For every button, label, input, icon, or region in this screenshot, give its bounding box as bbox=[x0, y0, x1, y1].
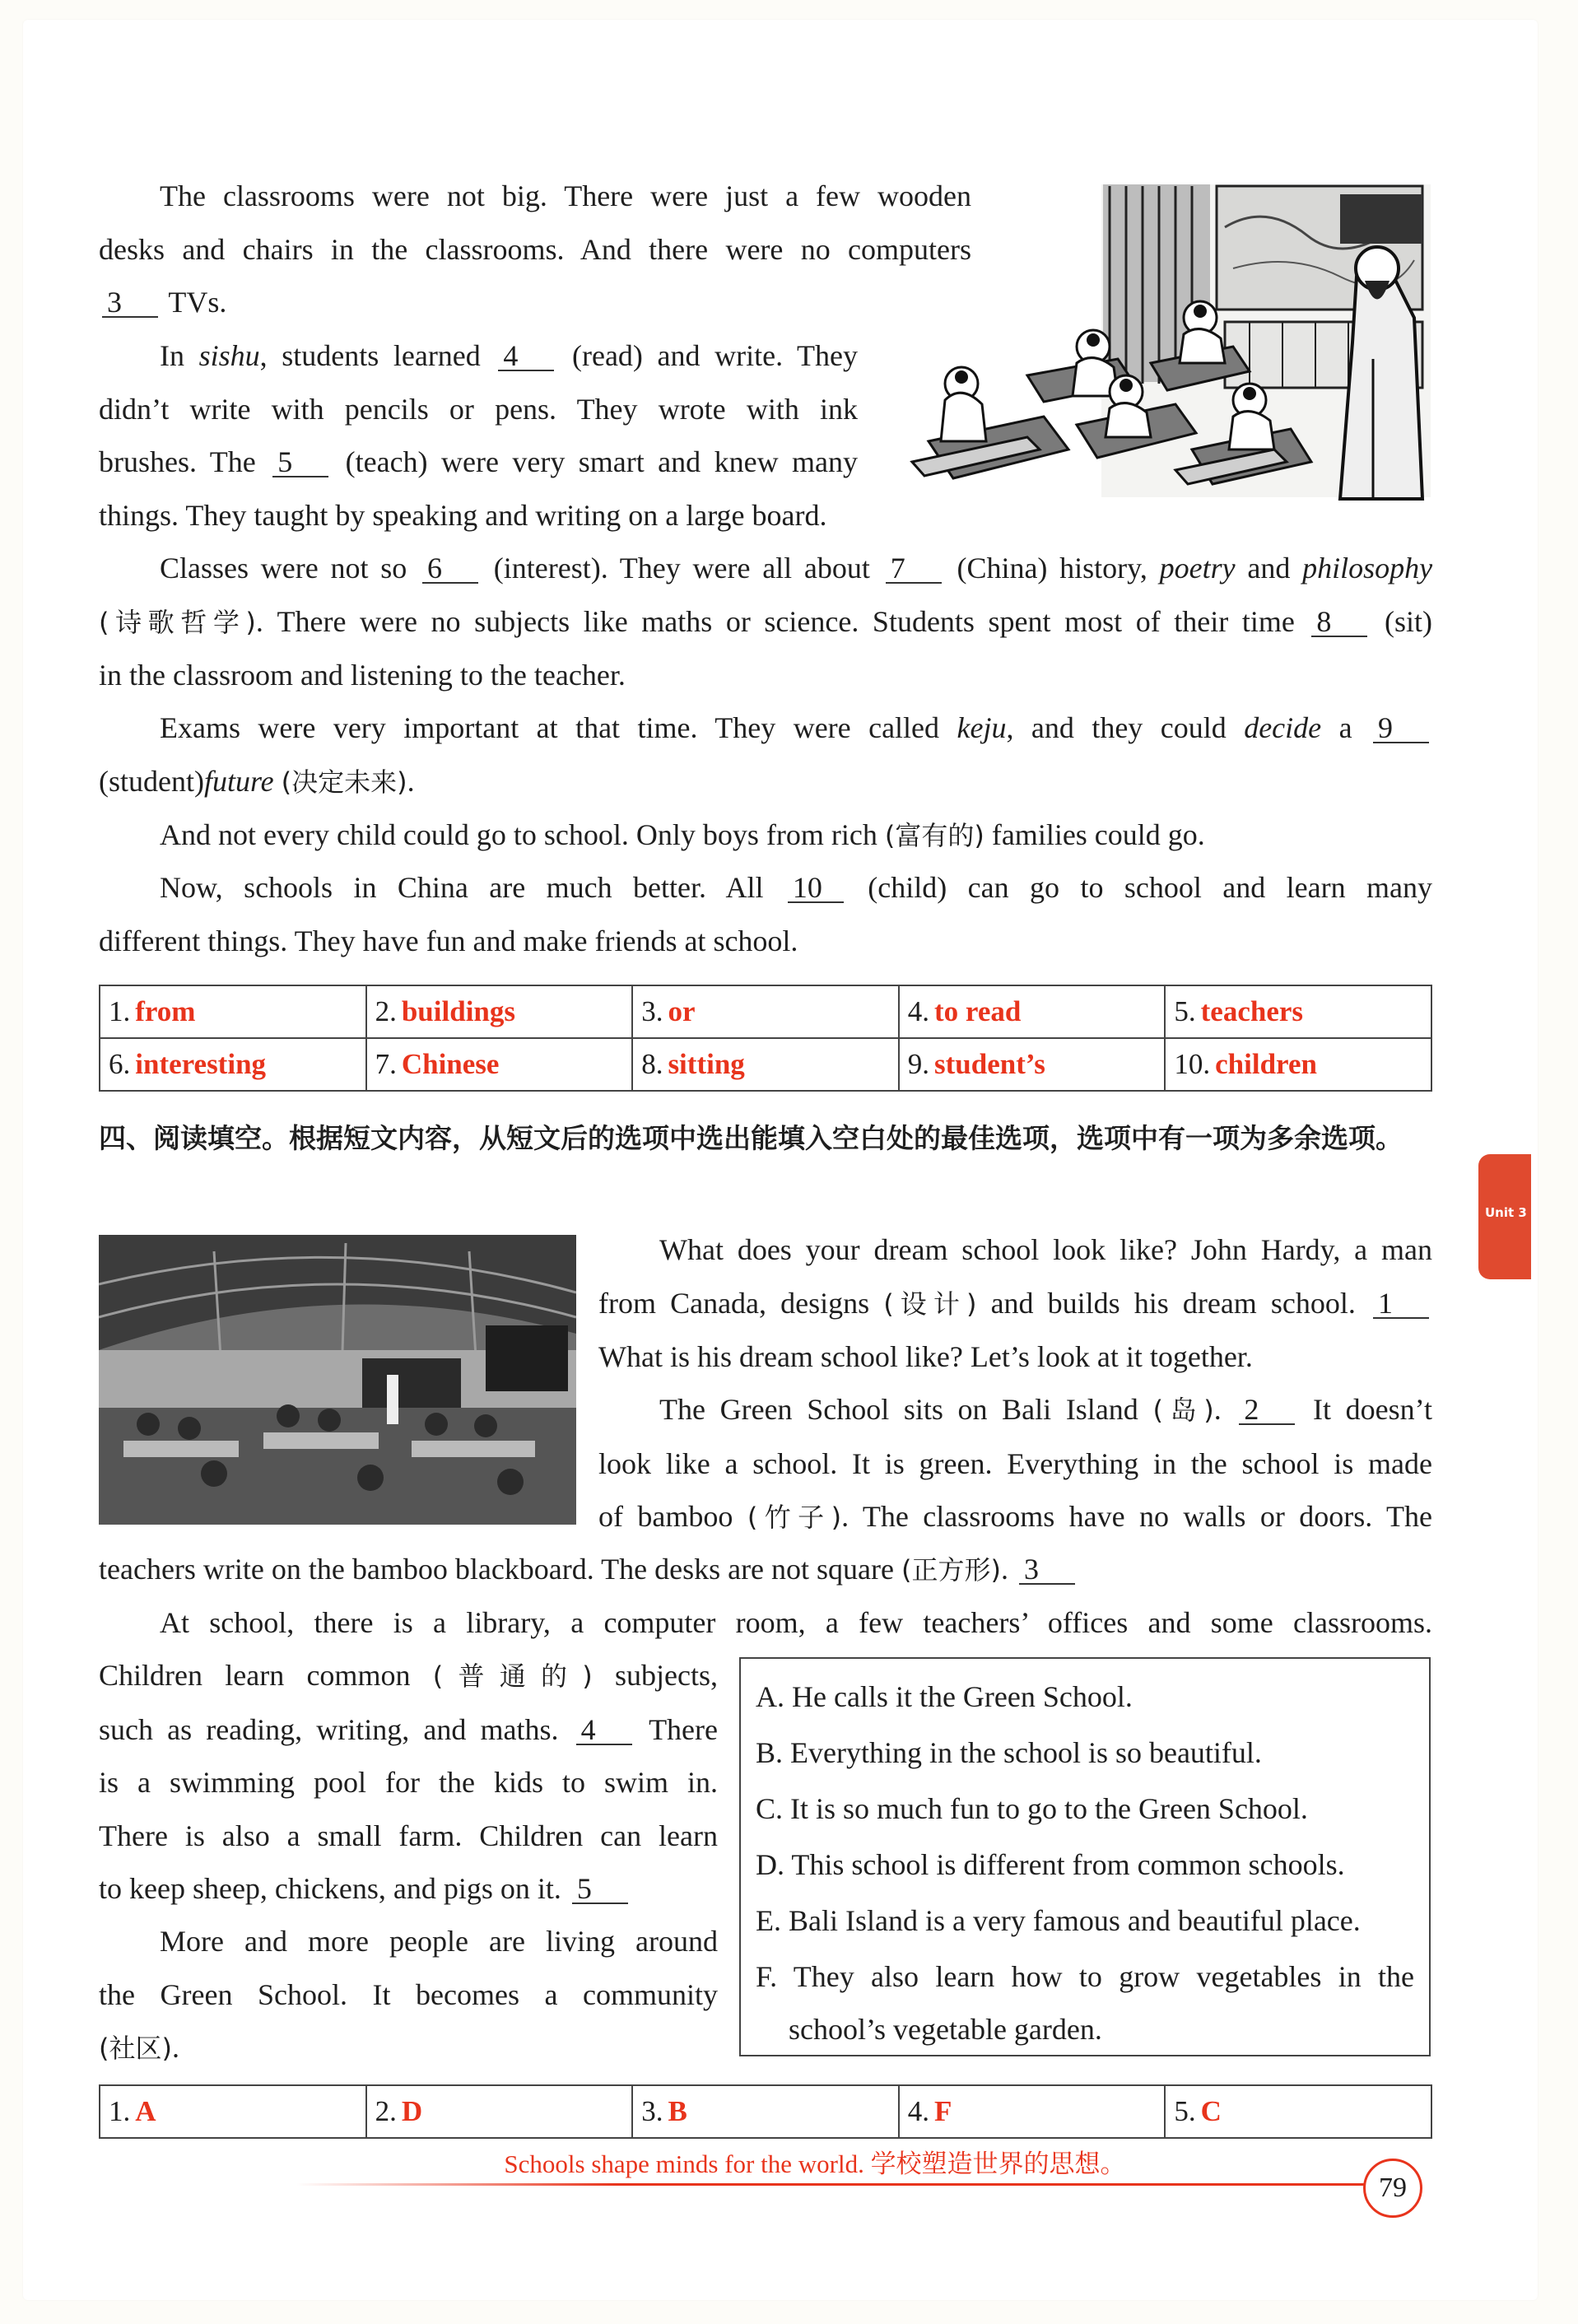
option-e[interactable]: E. Bali Island is a very famous and beautiful place. bbox=[756, 1904, 1361, 1937]
sishu-classroom-illustration bbox=[879, 178, 1432, 515]
passage4-para1: What does your dream school look like? John Hardy, a man from Canada, designs (设计) and builds his dream school. 1 What is his dream school like? Let’s look at it together. bbox=[598, 1233, 1432, 1373]
blank-4-2[interactable]: 2 bbox=[1239, 1395, 1295, 1425]
answer-cell: 6. interesting bbox=[100, 1038, 366, 1091]
answer-cell: 1. A bbox=[100, 2085, 366, 2138]
option-a[interactable]: A. He calls it the Green School. bbox=[756, 1680, 1133, 1713]
green-school-photo bbox=[99, 1235, 576, 1525]
answer-cell: 2. D bbox=[366, 2085, 633, 2138]
answer-row bbox=[100, 1038, 1431, 1091]
passage4-para2: The Green School sits on Bali Island (岛). 2 It doesn’t look like a school. It is green. Everything in the school is made of bamboo (竹子). The classrooms have no walls or doors. The bbox=[598, 1393, 1432, 1533]
passage3-para6: Now, schools in China are much better. All 10 (child) can go to school and learn many different things. They have fun and make friends at school. bbox=[99, 871, 1433, 957]
answer-cell: 8. sitting bbox=[632, 1038, 899, 1091]
option-f-continued: school’s vegetable garden. bbox=[789, 2013, 1102, 2046]
blank-4-5[interactable]: 5 bbox=[572, 1875, 628, 1904]
blank-9[interactable]: 9 bbox=[1373, 714, 1429, 743]
blank-4[interactable]: 4 bbox=[498, 342, 554, 371]
passage3-para4: Exams were very important at that time. They were called keju, and they could decide a 9 (student)future (决定未来). bbox=[99, 701, 1432, 808]
blank-4-4[interactable]: 4 bbox=[576, 1716, 632, 1745]
passage4-para4: More and more people are living around the Green School. It becomes a community (社区). bbox=[99, 1925, 718, 2064]
passage3-para3: Classes were not so 6 (interest). They were all about 7 (China) history, poetry and philosophy (诗歌哲学). There were no subjects like maths or science. Students spent most of their time 8 (sit) in the classroom and listening to the teacher. bbox=[99, 552, 1433, 692]
section-4-heading: 四、阅读填空。根据短文内容，从短文后的选项中选出能填入空白处的最佳选项，选项中有一项为多余选项。 bbox=[99, 1122, 1403, 1154]
option-d[interactable]: D. This school is different from common schools. bbox=[756, 1848, 1345, 1881]
answer-table-4 bbox=[99, 2084, 1432, 2139]
answer-row bbox=[100, 985, 1431, 1038]
answer-cell: 2. buildings bbox=[366, 985, 633, 1038]
footer-divider bbox=[296, 2183, 1366, 2186]
answer-cell: 7. Chinese bbox=[366, 1038, 633, 1091]
answer-cell: 1. from bbox=[100, 985, 366, 1038]
passage4-para3: Children learn common (普通的) subjects, such as reading, writing, and maths. 4 There is a swimming pool for the kids to swim in. There is also a small farm. Children can learn to keep sheep, chickens, and pigs on it. 5 bbox=[99, 1659, 718, 1905]
blank-5[interactable]: 5 bbox=[272, 448, 328, 477]
answer-cell: 5. C bbox=[1165, 2085, 1431, 2138]
answer-cell: 3. B bbox=[632, 2085, 899, 2138]
footer-motto: Schools shape minds for the world. 学校塑造世界的思想。 bbox=[504, 2149, 1126, 2178]
passage4-para3-line1: At school, there is a library, a computer room, a few teachers’ offices and some classrooms. bbox=[160, 1606, 1432, 1639]
blank-10[interactable]: 10 bbox=[788, 873, 844, 903]
option-c[interactable]: C. It is so much fun to go to the Green School. bbox=[756, 1792, 1308, 1825]
option-f[interactable]: F. They also learn how to grow vegetables in the bbox=[756, 1960, 1414, 1993]
blank-7[interactable]: 7 bbox=[886, 554, 942, 584]
option-b[interactable]: B. Everything in the school is so beautiful. bbox=[756, 1736, 1262, 1769]
answer-cell: 3. or bbox=[632, 985, 899, 1038]
passage4-para2-cont: teachers write on the bamboo blackboard. The desks are not square (正方形). 3 bbox=[99, 1543, 1432, 1597]
passage3-para5: And not every child could go to school. Only boys from rich (富有的) families could go. bbox=[160, 818, 1205, 851]
blank-6[interactable]: 6 bbox=[422, 554, 478, 584]
unit-tab: Unit 3 bbox=[1478, 1154, 1531, 1279]
blank-4-3[interactable]: 3 bbox=[1019, 1555, 1075, 1585]
answer-row bbox=[100, 2085, 1431, 2138]
answer-cell: 4. to read bbox=[899, 985, 1166, 1038]
passage3-para1: The classrooms were not big. There were just a few wooden desks and chairs in the classrooms. And there were no computers 3 TVs. bbox=[99, 179, 971, 319]
answer-cell: 4. F bbox=[899, 2085, 1166, 2138]
blank-4-1[interactable]: 1 bbox=[1373, 1289, 1429, 1319]
blank-8[interactable]: 8 bbox=[1311, 608, 1367, 637]
answer-cell: 10. children bbox=[1165, 1038, 1431, 1091]
answer-table-3 bbox=[99, 985, 1432, 1092]
answer-cell: 5. teachers bbox=[1165, 985, 1431, 1038]
blank-3[interactable]: 3 bbox=[102, 288, 158, 318]
answer-cell: 9. student’s bbox=[899, 1038, 1166, 1091]
options-box bbox=[739, 1657, 1431, 2056]
passage3-para2: In sishu, students learned 4 (read) and write. They didn’t write with pencils or pens. They wrote with ink brushes. The 5 (teach) were very smart and knew many things. They taught by speaking and writing on a large board. bbox=[99, 339, 859, 532]
page-number: 79 bbox=[1363, 2159, 1422, 2218]
